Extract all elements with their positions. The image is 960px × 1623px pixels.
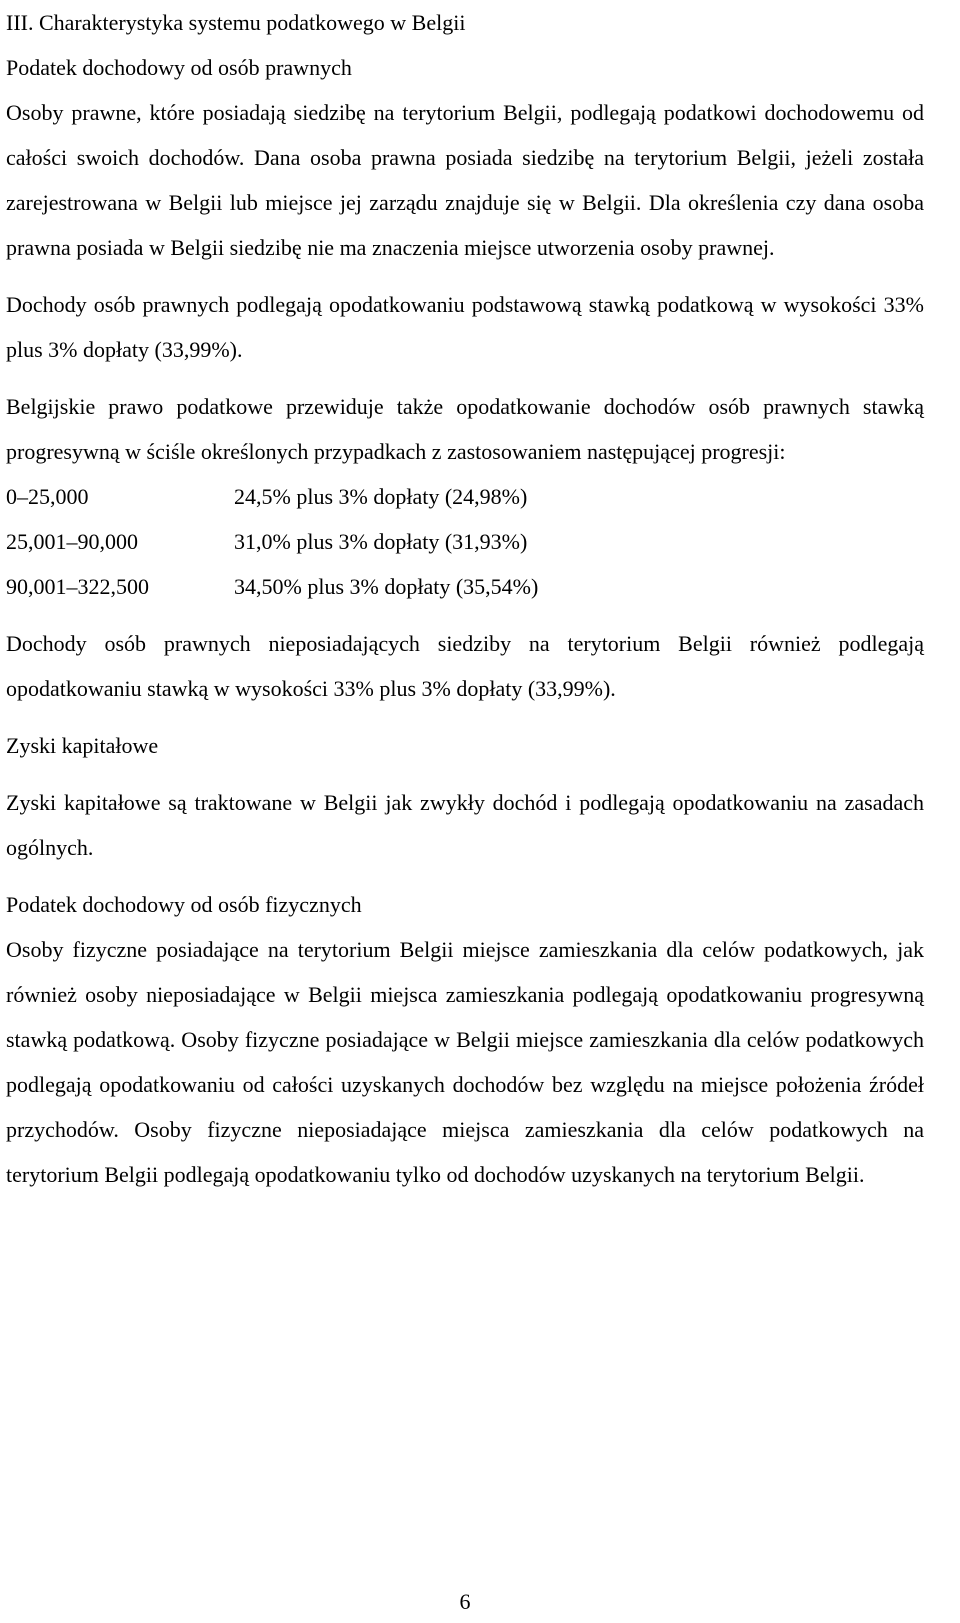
- bracket-range: 25,001–90,000: [6, 529, 138, 554]
- bracket-row: [6, 564, 924, 609]
- section-title-cit: Podatek dochodowy od osób prawnych: [6, 55, 352, 80]
- chapter-heading: III. Charakterystyka systemu podatkowego w Belgii: [6, 10, 466, 35]
- tax-brackets: [6, 474, 924, 609]
- paragraph-pit: Osoby fizyczne posiadające na terytorium Belgii miejsce zamieszkania dla celów podatkowych, jak również osoby nieposiadające w Belgii miejsca zamieszkania podlegają opodatkowaniu progresywną stawką podatkową. Osoby fizyczne posiadające w Belgii miejsce zamieszkania dla celów podatkowych podlegają opodatkowaniu od całości uzyskanych dochodów bez względu na miejsce położenia źródeł przychodów. Osoby fizyczne nieposiadające miejsca zamieszkania dla celów podatkowych na terytorium Belgii podlegają opodatkowaniu tylko od dochodów uzyskanych na terytorium Belgii.: [6, 937, 924, 1187]
- bracket-row: [6, 474, 924, 519]
- bracket-rate: 24,5% plus 3% dopłaty (24,98%): [234, 484, 528, 509]
- bracket-rate: 34,50% plus 3% dopłaty (35,54%): [234, 574, 539, 599]
- bracket-rate: 31,0% plus 3% dopłaty (31,93%): [234, 529, 528, 554]
- paragraph-cit-progressive: Belgijskie prawo podatkowe przewiduje także opodatkowanie dochodów osób prawnych stawką progresywną w ściśle określonych przypadkach z zastosowaniem następującej progresji:: [6, 394, 924, 464]
- bracket-range: 90,001–322,500: [6, 574, 149, 599]
- paragraph-cit-residency: Osoby prawne, które posiadają siedzibę na terytorium Belgii, podlegają podatkowi dochodowemu od całości swoich dochodów. Dana osoba prawna posiada siedzibę na terytorium Belgii, jeżeli została zarejestrowana w Belgii lub miejsce jej zarządu znajduje się w Belgii. Dla określenia czy dana osoba prawna posiada w Belgii siedzibę nie ma znaczenia miejsce utworzenia osoby prawnej.: [6, 100, 924, 260]
- paragraph-cit-nonresident: Dochody osób prawnych nieposiadających siedziby na terytorium Belgii również podlegają opodatkowaniu stawką w wysokości 33% plus 3% dopłaty (33,99%).: [6, 631, 924, 701]
- document-page: [6, 0, 924, 1197]
- bracket-row: [6, 519, 924, 564]
- section-title-capital-gains: Zyski kapitałowe: [6, 733, 159, 758]
- paragraph-capital-gains: Zyski kapitałowe są traktowane w Belgii jak zwykły dochód i podlegają opodatkowaniu na zasadach ogólnych.: [6, 790, 924, 860]
- bracket-range: 0–25,000: [6, 484, 89, 509]
- page-number: 6: [459, 1589, 471, 1614]
- section-title-pit: Podatek dochodowy od osób fizycznych: [6, 892, 362, 917]
- paragraph-cit-rate: Dochody osób prawnych podlegają opodatkowaniu podstawową stawką podatkową w wysokości 33% plus 3% dopłaty (33,99%).: [6, 292, 924, 362]
